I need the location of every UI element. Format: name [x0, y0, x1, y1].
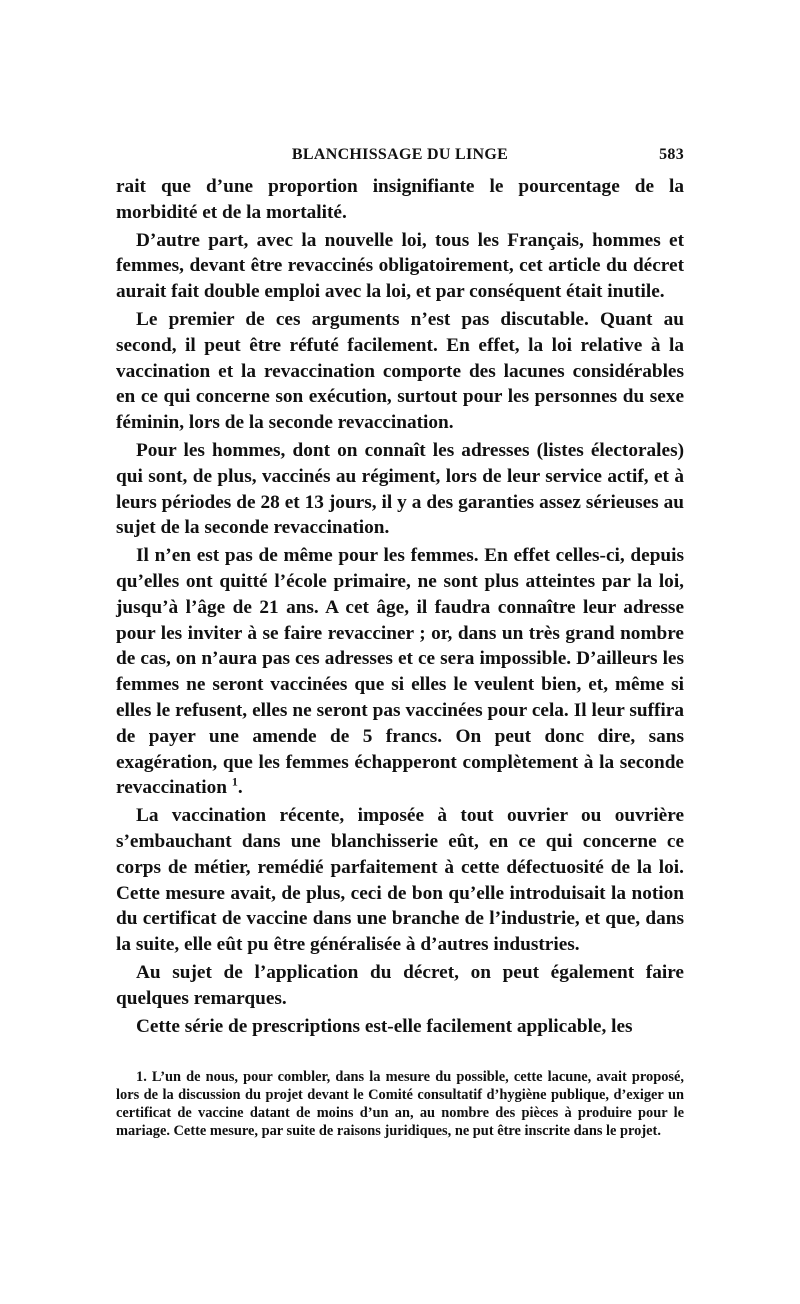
paragraph: D’autre part, avec la nouvelle loi, tous les Français, hommes et femmes, devant être revaccinés obligatoirement, cet article du décret aurait fait double emploi avec la loi, et par conséquent était inutile.: [116, 229, 684, 303]
paragraph: Cette série de prescriptions est-elle facilement applicable, les: [136, 1015, 633, 1037]
paragraph: Au sujet de l’application du décret, on peut également faire quelques remarques.: [116, 961, 684, 1009]
page-number: 583: [659, 146, 684, 163]
paragraph: Pour les hommes, dont on connaît les adresses (listes électorales) qui sont, de plus, vaccinés au régiment, lors de leur service actif, et à leurs périodes de 28 et 13 jours, il y a des garanties assez sérieuses au sujet de la seconde revaccination.: [116, 439, 684, 539]
footnote: [116, 1069, 684, 1140]
paragraph-with-footnote: [116, 543, 684, 801]
paragraph-continuation: rait que d’une proportion insignifiante le pourcentage de la morbidité et de la mortalité.: [116, 176, 684, 223]
footnotes: [116, 1069, 684, 1140]
paragraph-text: Il n’en est pas de même pour les femmes. En effet celles-ci, depuis qu’elles ont quitté l’école primaire, ne sont plus atteintes par la loi, jusqu’à l’âge de 21 ans. A cet âge, il faudra connaître leur adresse pour les inviter à se faire revacciner ; or, dans un très grand nombre de cas, on n’aura pas ces adresses et ce sera impossible. D’ailleurs les femmes ne seront vaccinées que si elles le veulent bien, et, même si elles le refusent, elles ne seront pas vaccinées pour cela. Il leur suffira de payer une amende de 5 francs. On peut donc dire, sans exagération, que les femmes échapperont complètement à la seconde revaccination: [116, 545, 684, 799]
footnote-reference: 1: [231, 774, 238, 789]
main-text: [116, 174, 684, 1039]
paragraph: La vaccination récente, imposée à tout ouvrier ou ouvrière s’embauchant dans une blanchisserie eût, en ce qui concerne ce corps de métier, remédié parfaitement à cette défectuosité de la loi. Cette mesure avait, de plus, ceci de bon qu’elle introduisait la notion du certificat de vaccine dans une branche de l’industrie, et que, dans la suite, elle eût pu être généralisée à d’autres industries.: [116, 805, 684, 956]
paragraph: Le premier de ces arguments n’est pas discutable. Quant au second, il peut être réfuté facilement. En effet, la loi relative à la vaccination et la revaccination comporte des lacunes considérables en ce qui concerne son exécution, surtout pour les personnes du sexe féminin, lors de la seconde revaccination.: [116, 308, 684, 434]
footnote-reference-suffix: .: [237, 777, 243, 799]
book-page: [116, 146, 684, 1140]
footnote-number: 1.: [136, 1069, 147, 1086]
footnote-text: L’un de nous, pour combler, dans la mesure du possible, cette lacune, avait proposé, lors de la discussion du projet devant le Comité consultatif d’hygiène publique, d’exiger un certificat de vaccine datant de moins d’un an, au nombre des pièces à produire pour le mariage. Cette mesure, par suite de raisons juridiques, ne put être inscrite dans le projet.: [116, 1069, 684, 1139]
running-title: BLANCHISSAGE DU LINGE: [291, 146, 509, 163]
running-head: [116, 146, 684, 174]
